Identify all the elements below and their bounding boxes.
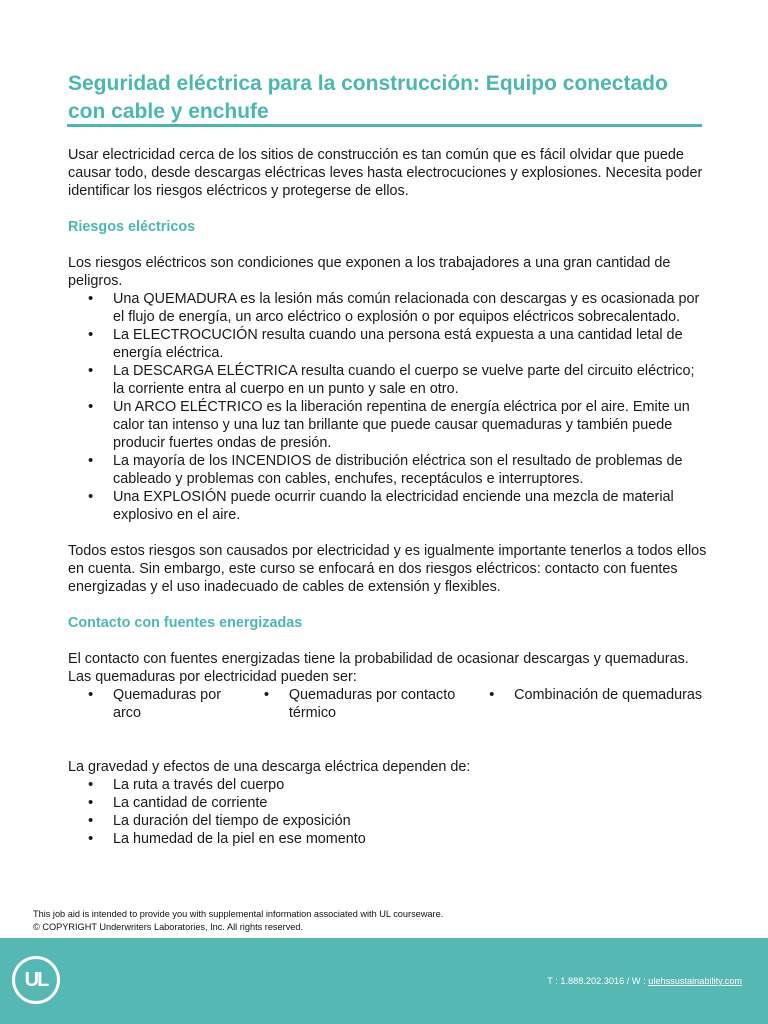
list-item: • La ruta a través del cuerpo [68, 776, 708, 794]
severity-list [68, 776, 708, 848]
burn-types-list [68, 686, 708, 722]
list-item: • La cantidad de corriente [68, 794, 708, 812]
list-item: • La DESCARGA ELÉCTRICA resulta cuando el cuerpo se vuelve parte del circuito eléctrico; la corriente entra al cuerpo en un punto y sale en otro. [68, 362, 708, 398]
contacto-lead: El contacto con fuentes energizadas tiene la probabilidad de ocasionar descargas y quemaduras. Las quemaduras por electricidad pueden ser: [68, 651, 689, 685]
copyright-line: © COPYRIGHT Underwriters Laboratories, Inc. All rights reserved. [33, 921, 304, 932]
severity-lead: La gravedad y efectos de una descarga eléctrica dependen de: [68, 759, 471, 775]
ul-logo-icon: UL [12, 956, 60, 1004]
footnote [33, 908, 633, 933]
list-item: • La mayoría de los INCENDIOS de distribución eléctrica son el resultado de problemas de cableado y problemas con cables, enchufes, receptáculos e interruptores. [68, 452, 708, 488]
list-item: • Quemaduras por arco [68, 686, 244, 722]
footer-contact [547, 976, 742, 986]
document-body [68, 146, 708, 848]
list-item: • Una QUEMADURA es la lesión más común relacionada con descargas y es ocasionada por el flujo de energía, un arco eléctrico o explosión o por equipos eléctricos sobrecalentado. [68, 290, 708, 326]
list-item: • La humedad de la piel en ese momento [68, 830, 708, 848]
page-title: Seguridad eléctrica para la construcción: Equipo conectado con cable y enchufe [68, 72, 668, 123]
section-heading-riesgos: Riesgos eléctricos [68, 219, 196, 235]
list-item: • Una EXPLOSIÓN puede ocurrir cuando la electricidad enciende una mezcla de material explosivo en el aire. [68, 488, 708, 524]
riesgos-list [68, 290, 708, 524]
list-item: • Quemaduras por contacto térmico [244, 686, 469, 722]
riesgos-lead: Los riesgos eléctricos son condiciones que exponen a los trabajadores a una gran cantidad de peligros. [68, 255, 671, 289]
list-item: • Combinación de quemaduras [469, 686, 708, 722]
list-item: • Un ARCO ELÉCTRICO es la liberación repentina de energía eléctrica por el aire. Emite un calor tan intenso y una luz tan brillante que puede causar quemaduras y también puede producir fuertes ondas de presión. [68, 398, 708, 452]
title-divider [67, 124, 702, 127]
riesgos-closing: Todos estos riesgos son causados por electricidad y es igualmente importante tenerlos a todos ellos en cuenta. Sin embargo, este curso se enfocará en dos riesgos eléctricos: contacto con fuentes energizadas y el uso inadecuado de cables de extensión y flexibles. [68, 543, 707, 595]
list-item: • La ELECTROCUCIÓN resulta cuando una persona está expuesta a una cantidad letal de energía eléctrica. [68, 326, 708, 362]
website-link[interactable]: ulehssustainability.com [648, 976, 742, 986]
phone-text: T : 1.888.202.3016 / W : [547, 976, 649, 986]
intro-paragraph: Usar electricidad cerca de los sitios de construcción es tan común que es fácil olvidar que puede causar todo, desde descargas eléctricas leves hasta electrocuciones y explosiones. Necesita poder identificar los riesgos eléctricos y protegerse de ellos. [68, 147, 703, 199]
section-heading-contacto: Contacto con fuentes energizadas [68, 615, 303, 631]
list-item: • La duración del tiempo de exposición [68, 812, 708, 830]
footnote-line: This job aid is intended to provide you with supplemental information associated with UL courseware. [33, 909, 444, 919]
footer-bar [0, 938, 768, 1024]
